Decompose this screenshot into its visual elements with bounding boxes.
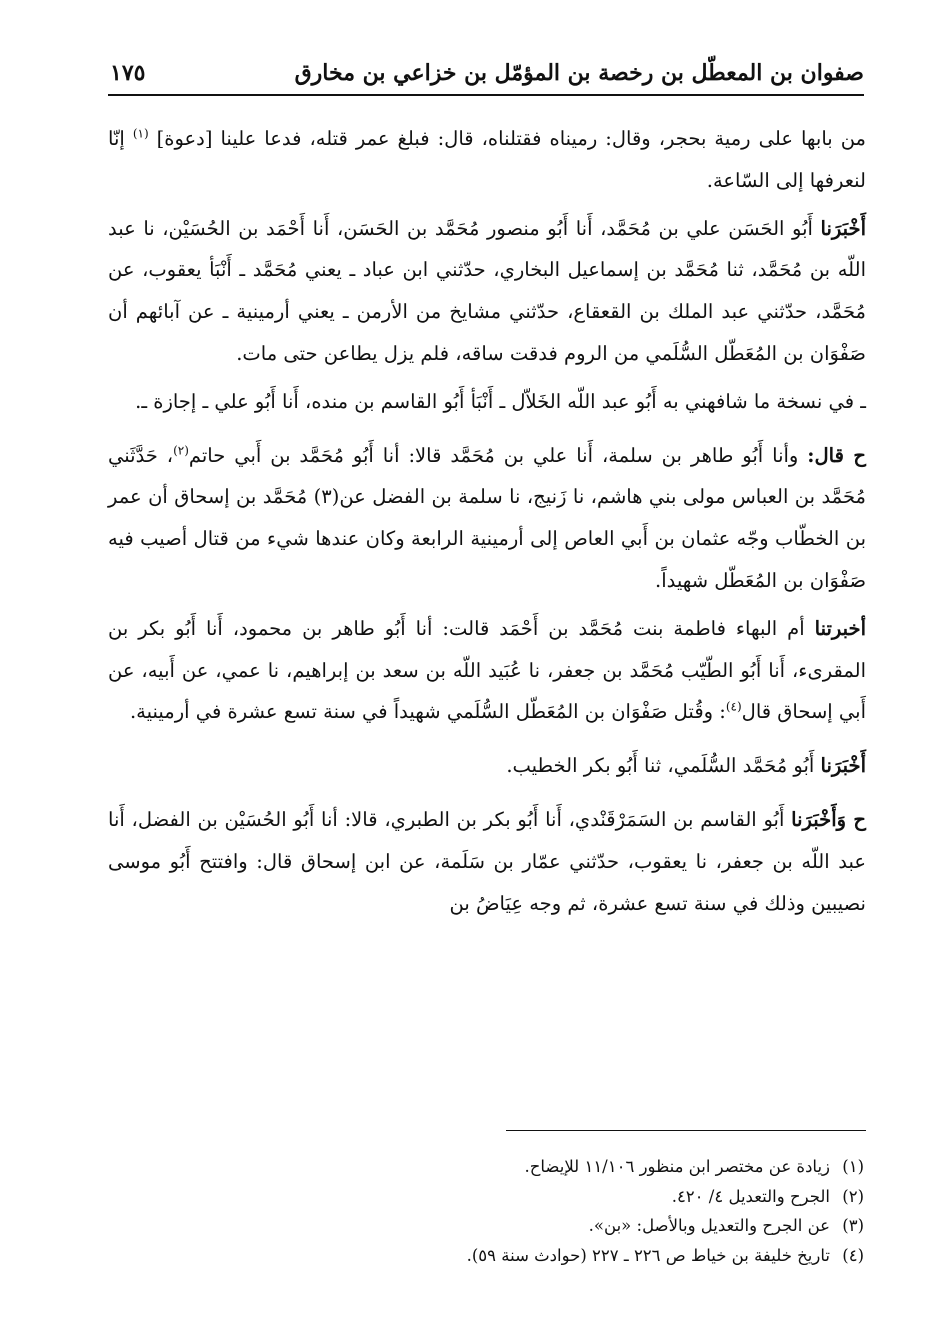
paragraph-text: أم البهاء فاطمة بنت مُحَمَّد بن أَحْمَد قالت: أنا أَبُو طاهر بن محمود، أَنا أَبُو بكر بن المقرىء، أَنا أَبُو الطّيّب مُحَمَّد بن جعفر، نا عُبَيد اللّه بن سعد بن إبراهيم، نا عمي، عن أَبيه، عن أَبي إسحاق قال — [108, 616, 866, 724]
footnote-number: (٤) — [842, 1245, 864, 1265]
paragraph — [108, 799, 866, 924]
header-title: صفوان بن المعطّل بن رخصة بن المؤمّل بن خزاعي بن مخارق — [294, 60, 864, 86]
paragraph — [108, 435, 866, 602]
running-header — [108, 56, 864, 96]
footnote — [344, 1241, 864, 1271]
footnote — [344, 1152, 864, 1182]
footnote-number: (٣) — [842, 1216, 864, 1235]
paragraph-text: من بابها على رمية بحجر، وقال: رميناه فقتلناه، قال: فبلغ عمر قتله، فدعا علينا [دعوة] — [148, 127, 866, 150]
paragraph-text: ـ في نسخة ما شافهني به أَبُو عبد اللّه الخَلاّل ـ أَنْبَأ أَبُو القاسم بن منده، أَنا أَبُو علي ـ إجازة ـ. — [135, 389, 866, 413]
paragraph-tail: : وقُتل صَفْوَان بن المُعَطّل السُّلَمي شهيداً في سنة تسع عشرة في أرمينية. — [129, 700, 726, 724]
footnote — [344, 1182, 864, 1212]
paragraph — [108, 745, 866, 787]
paragraph-text: وأنا أَبُو طاهر بن سلمة، أَنا علي بن مُحَمَّد قالا: أنا أَبُو مُحَمَّد بن أَبي حاتم — [188, 443, 808, 467]
paragraph — [108, 608, 866, 733]
paragraph-text: أَبُو مُحَمَّد السُّلَمي، ثنا أَبُو بكر الخطيب. — [506, 754, 821, 778]
paragraph-lead: أخبرتنا — [814, 616, 866, 640]
paragraph-lead: أَخْبَرَنا — [820, 216, 866, 240]
paragraph-tail: إنّا لنعرفها إلى السّاعة. — [108, 127, 866, 192]
paragraph-text: أَبُو القاسم بن السَمَرْقَنْدي، أَنا أَبُو بكر بن الطبري، قالا: أنا أَبُو الحُسَيْن بن الفضل، أَنا عبد اللّه بن جعفر، نا يعقوب، حدّثني عمّار بن سَلَمة، عن ابن إسحاق قال: وافتتح أَبُو موسى نصيبين وذلك في سنة تسع عشرة، ثم وجه عِيَاضُ بن — [108, 807, 866, 915]
header-rule — [108, 94, 864, 96]
paragraph-tail: ، حَدَّثَني مُحَمَّد بن العباس مولى بني هاشم، نا زَنيج، نا سلمة بن الفضل عن(٣) مُحَمَّد بن إسحاق أن عمر بن الخطّاب وجّه عثمان بن أَبي العاص إلى أرمينية الرابعة وكان عندها شيء من قتال أصيب فيه صَفْوَان بن المُعَطّل شهيداً. — [108, 443, 866, 592]
footnote — [344, 1211, 864, 1241]
paragraph-lead: ح وَأَخْبَرَنا — [791, 807, 866, 831]
footnote-divider — [506, 1130, 866, 1131]
footnote-number: (٢) — [842, 1186, 864, 1206]
paragraph — [108, 208, 866, 375]
footnote-text: الجرح والتعديل ٤/ ٤٢٠. — [671, 1186, 830, 1206]
footnotes — [344, 1152, 864, 1270]
page-number: ١٧٥ — [110, 60, 146, 86]
paragraph-lead: ح قال: — [807, 443, 866, 467]
footnote-ref: (١) — [132, 126, 149, 141]
footnote-text: زيادة عن مختصر ابن منظور ١١/١٠٦ للإيضاح. — [524, 1157, 830, 1176]
paragraph — [108, 381, 866, 423]
footnote-ref: (٢) — [173, 443, 189, 458]
body-text — [108, 118, 866, 924]
paragraph-text: أَبُو الحَسَن علي بن مُحَمَّد، أَنا أَبُو منصور مُحَمَّد بن الحَسَن، أَنا أَحْمَد بن الحُسَيْن، نا عبد اللّه بن مُحَمَّد، ثنا مُحَمَّد بن إسماعيل البخاري، حدّثني ابن عباد ـ يعني مُحَمَّد ـ أَنْبَأ يعقوب، عن مُحَمَّد، حدّثني عبد الملك بن القعقاع، حدّثني مشايخ من الأرمن ـ يعني أرمينية ـ عن آبائهم أن صَفْوَان بن المُعَطّل السُّلَمي من الروم فدقت ساقه، فلم يزل يطاعن حتى مات. — [108, 216, 866, 365]
footnote-number: (١) — [842, 1157, 864, 1176]
paragraph — [108, 118, 866, 202]
paragraph-lead: أَخْبَرَنا — [820, 754, 866, 778]
footnote-text: عن الجرح والتعديل وبالأصل: «بن». — [588, 1216, 830, 1235]
footnote-ref: (٤) — [725, 699, 742, 714]
footnote-text: تاريخ خليفة بن خياط ص ٢٢٦ ـ ٢٢٧ (حوادث سنة ٥٩). — [466, 1245, 830, 1265]
